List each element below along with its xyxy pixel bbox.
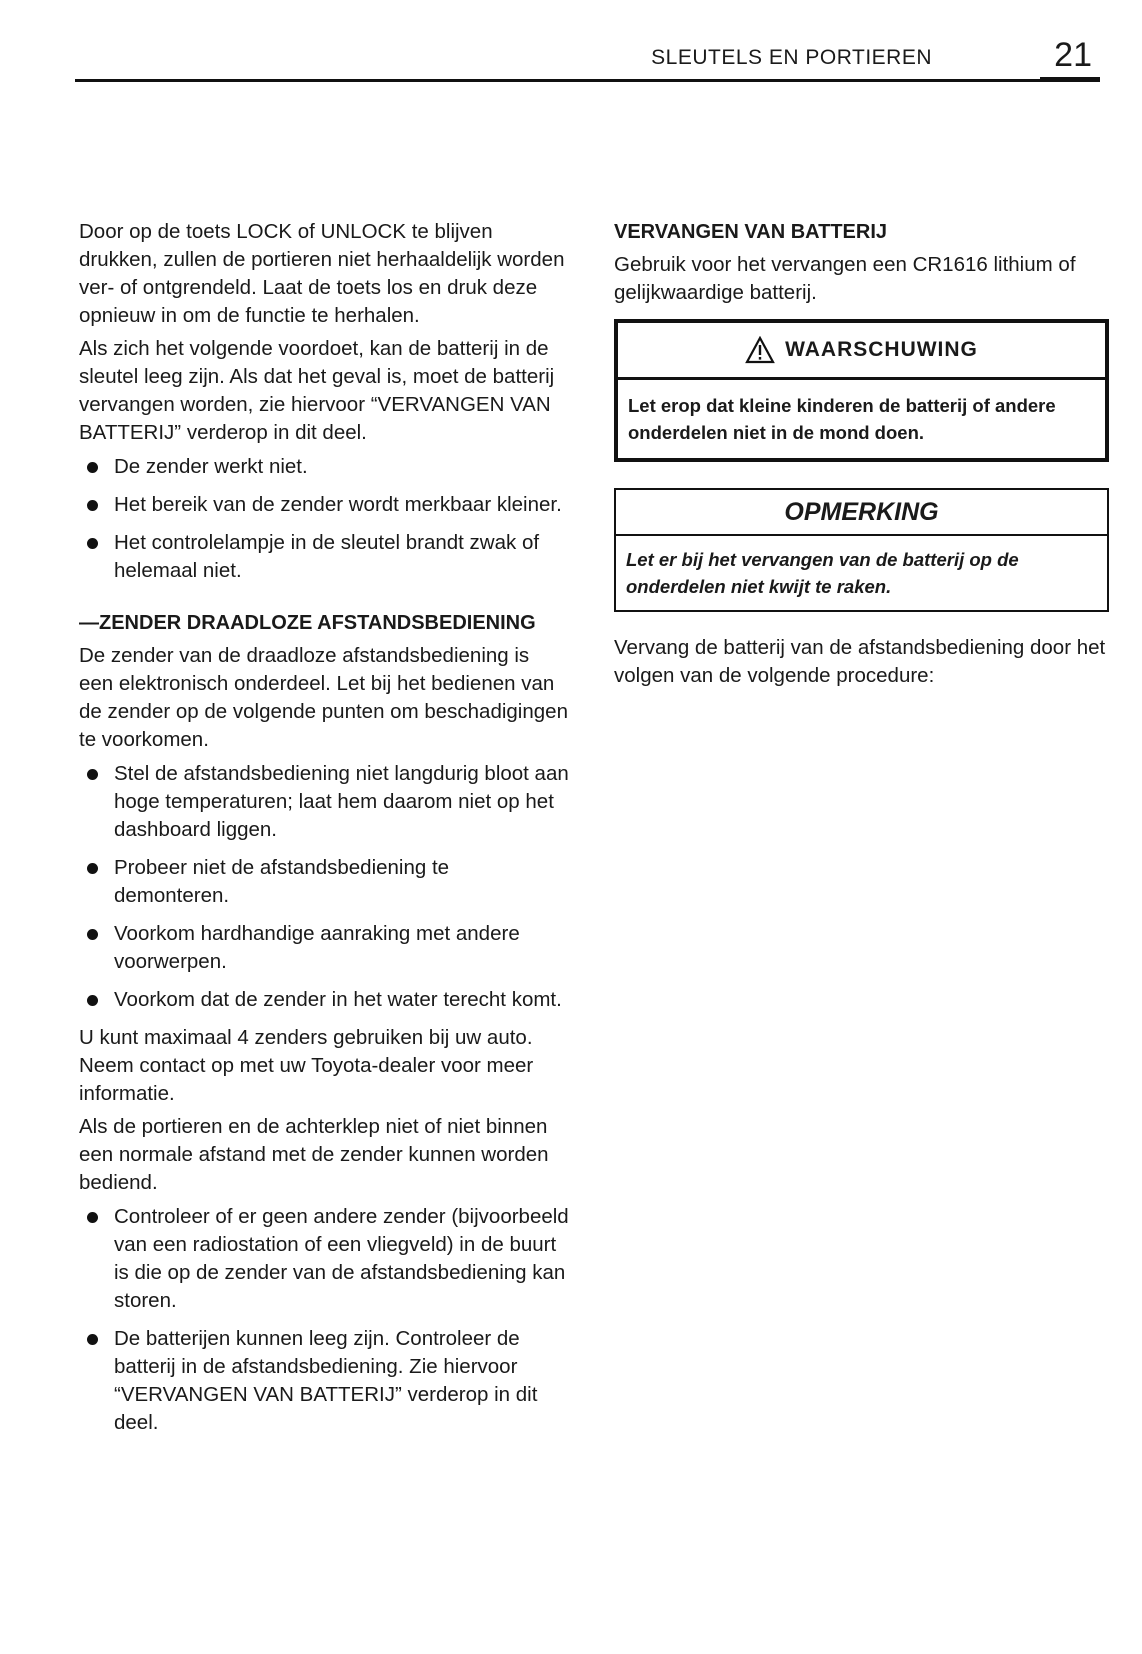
warning-box bbox=[614, 319, 1109, 462]
bullet-icon bbox=[87, 1334, 98, 1345]
bullet-list-symptoms bbox=[79, 453, 569, 585]
header-rule bbox=[75, 79, 1100, 82]
note-box bbox=[614, 488, 1109, 612]
bullet-icon bbox=[87, 863, 98, 874]
page-header bbox=[75, 38, 1100, 82]
bullet-icon bbox=[87, 462, 98, 473]
paragraph-lock-unlock: Door op de toets LOCK of UNLOCK te blijven drukken, zullen de portieren niet herhaaldelijk worden ver- of ontgrendeld. Laat de toets los en druk deze opnieuw in om de functie te herhalen. bbox=[79, 220, 565, 327]
warning-header bbox=[618, 323, 1105, 380]
warning-title: WAARSCHUWING bbox=[785, 338, 978, 361]
list-item: Probeer niet de afstandsbediening te demonteren. bbox=[79, 854, 569, 910]
bullet-list-precautions bbox=[79, 760, 569, 1014]
bullet-icon bbox=[87, 538, 98, 549]
header-rule-accent bbox=[1040, 77, 1100, 82]
paragraph-not-operable: Als de portieren en de achterklep niet of niet binnen een normale afstand met de zender kunnen worden bediend. bbox=[79, 1115, 549, 1194]
list-item: Het controlelampje in de sleutel brandt zwak of helemaal niet. bbox=[79, 529, 569, 585]
list-item: Voorkom hardhandige aanraking met andere voorwerpen. bbox=[79, 920, 569, 976]
bullet-icon bbox=[87, 1212, 98, 1223]
bullet-list-checks bbox=[79, 1203, 569, 1437]
note-text: Let er bij het vervangen van de batterij op de onderdelen niet kwijt te raken. bbox=[626, 549, 1019, 597]
note-title: OPMERKING bbox=[616, 490, 1107, 536]
right-column bbox=[614, 218, 1109, 690]
bullet-icon bbox=[87, 500, 98, 511]
header-title: SLEUTELS EN PORTIEREN bbox=[651, 46, 932, 69]
bullet-icon bbox=[87, 929, 98, 940]
left-column bbox=[79, 218, 569, 1447]
list-item: De zender werkt niet. bbox=[79, 453, 569, 481]
list-item: Voorkom dat de zender in het water terecht komt. bbox=[79, 986, 569, 1014]
section-heading-battery: VERVANGEN VAN BATTERIJ bbox=[614, 221, 887, 243]
paragraph-battery-empty: Als zich het volgende voordoet, kan de batterij in de sleutel leeg zijn. Als dat het geval is, moet de batterij vervangen worden, zie hiervoor “VERVANGEN VAN BATTERIJ” verderop in dit deel. bbox=[79, 337, 555, 444]
paragraph-procedure: Vervang de batterij van de afstandsbediening door het volgen van de volgende procedure: bbox=[614, 636, 1106, 687]
paragraph-max-transmitters: U kunt maximaal 4 zenders gebruiken bij uw auto. Neem contact op met uw Toyota-dealer voor meer informatie. bbox=[79, 1026, 534, 1105]
warning-triangle-icon bbox=[745, 336, 775, 364]
list-item: Stel de afstandsbediening niet langdurig bloot aan hoge temperaturen; laat hem daarom niet op het dashboard liggen. bbox=[79, 760, 569, 844]
paragraph-transmitter: De zender van de draadloze afstandsbediening is een elektronisch onderdeel. Let bij het bedienen van de zender op de volgende punten om beschadigingen te voorkomen. bbox=[79, 644, 568, 751]
bullet-icon bbox=[87, 995, 98, 1006]
page-number: 21 bbox=[1054, 36, 1092, 74]
list-item: De batterijen kunnen leeg zijn. Controleer de batterij in de afstandsbediening. Zie hiervoor “VERVANGEN VAN BATTERIJ” verderop in dit deel. bbox=[79, 1325, 569, 1437]
warning-text: Let erop dat kleine kinderen de batterij of andere onderdelen niet in de mond doen. bbox=[628, 395, 1056, 443]
list-item: Controleer of er geen andere zender (bijvoorbeeld van een radiostation of een vliegveld) in de buurt is die op de zender van de afstandsbediening kan storen. bbox=[79, 1203, 569, 1315]
list-item: Het bereik van de zender wordt merkbaar kleiner. bbox=[79, 491, 569, 519]
section-heading-transmitter: —ZENDER DRAADLOZE AFSTANDSBEDIENING bbox=[79, 612, 536, 634]
bullet-icon bbox=[87, 769, 98, 780]
paragraph-battery-type: Gebruik voor het vervangen een CR1616 lithium of gelijkwaardige batterij. bbox=[614, 253, 1076, 304]
